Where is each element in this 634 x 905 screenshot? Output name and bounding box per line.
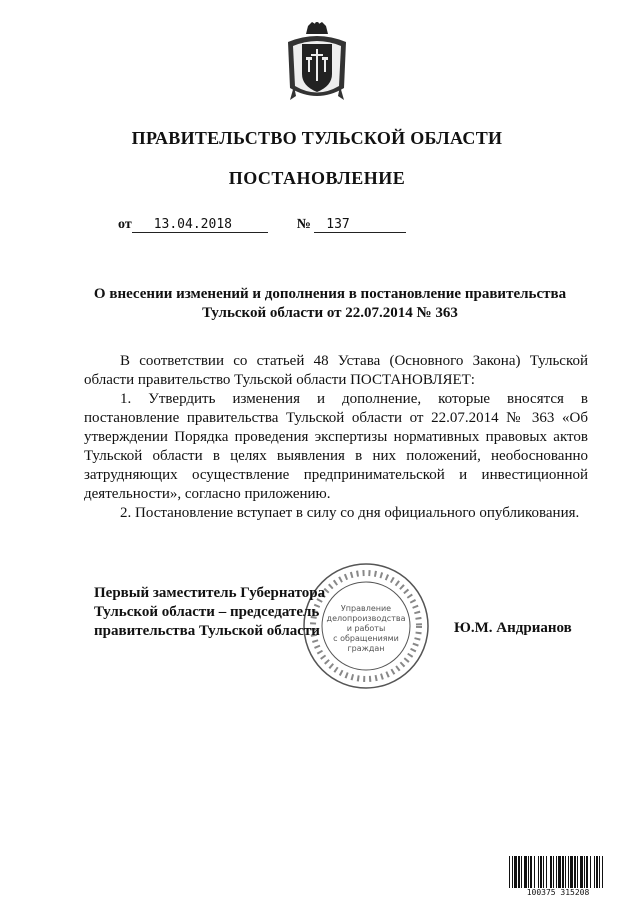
body-paragraph: В соответствии со статьей 48 Устава (Основного Закона) Тульской области правительство Тульской области ПОСТАНОВЛЯЕТ: [84, 353, 588, 388]
signatory-position [94, 584, 325, 641]
body-paragraph: 1. Утвердить изменения и дополнение, которые вносятся в постановление правительства Тульской области от 22.07.2014 № 363 «Об утверждении Порядка проведения экспертизы нормативных правовых актов Тульской области в целях выявления в них положений, необоснованно затрудняющих осуществление предпринимательской и инвестиционной деятельности», согласно приложению. [84, 391, 588, 502]
document-type: ПОСТАНОВЛЕНИЕ [228, 168, 406, 188]
signatory-name: Ю.М. Андрианов [454, 620, 572, 636]
document-subject [60, 285, 600, 323]
document-number: 137 [314, 217, 406, 233]
document-body [84, 352, 588, 523]
seal-text: с обращениями [333, 634, 399, 643]
date-label: от [118, 217, 132, 232]
document-date: 13.04.2018 [132, 217, 268, 233]
number-label: № [296, 217, 311, 232]
date-number-row [118, 217, 406, 233]
subject-line: Тульской области от 22.07.2014 № 363 [202, 305, 458, 321]
tula-coat-of-arms-icon [284, 22, 350, 106]
subject-line: О внесении изменений и дополнения в постановление правительства [93, 286, 567, 302]
seal-text: делопроизводства [326, 614, 406, 623]
position-line: Первый заместитель Губернатора [94, 585, 326, 601]
position-line: правительства Тульской области [94, 623, 320, 639]
barcode-number: 100375 315208 [508, 888, 608, 897]
seal-text: Управление [340, 604, 392, 613]
seal-text: граждан [347, 644, 385, 653]
seal-text: и работы [346, 624, 386, 633]
government-title: ПРАВИТЕЛЬСТВО ТУЛЬСКОЙ ОБЛАСТИ [131, 128, 503, 148]
body-paragraph: 2. Постановление вступает в силу со дня официального опубликования. [120, 505, 580, 521]
position-line: Тульской области – председатель [94, 604, 320, 620]
